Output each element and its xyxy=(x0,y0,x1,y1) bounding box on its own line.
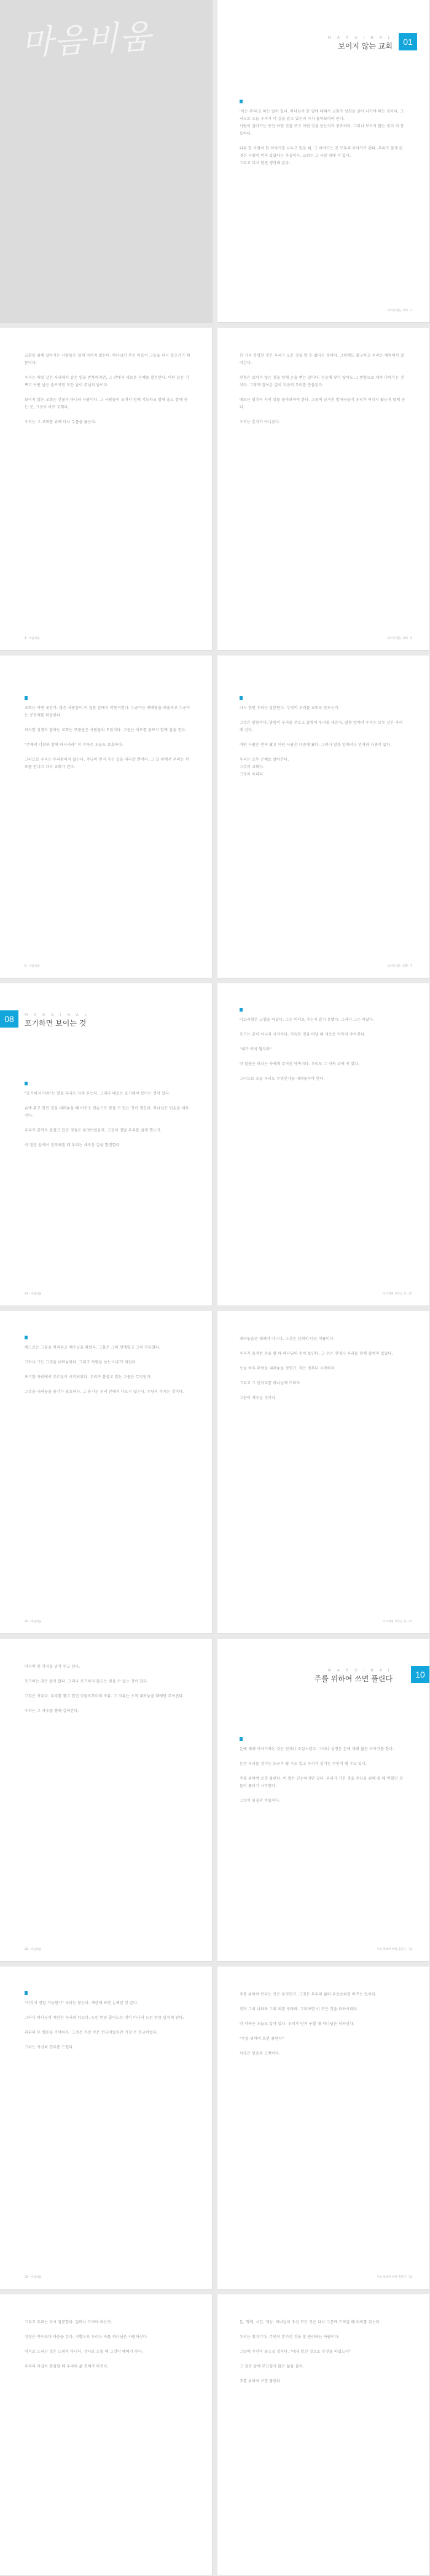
page-p4-right xyxy=(217,983,430,1306)
body-text: 그리고 우리는 다시 질문한다. 얼마나 드려야 하는가. 성경은 액수보다 마음을 본다. 기쁨으로 드리는 자를 하나님은 사랑하신다. 억지로 드리는 것은 드림이 아니다. 감사로 드릴 때 그것이 예배가 된다. 우리의 지갑이 회심할 때 우리의 삶 전체가 바뀐다. xyxy=(25,2320,148,2369)
page-footer: 주를 위하여 쓰면 풀린다 · 31 xyxy=(377,1948,412,1951)
section-mark xyxy=(240,100,243,103)
body-text: 교회는 어떤 곳인가. 많은 사람들이 이 질문 앞에서 머뭇거린다. 누군가는 예배당을 떠올리고 누군가는 공동체를 떠올린다. 하지만 성경이 말하는 교회는 부름받은 사람들의 모임이다. 그들은 서로를 돌보고 함께 짐을 진다. "주께서 너희와 함께 하시리라" 이 약속은 오늘도 유효하다. 그러므로 우리는 두려워하지 않는다. 주님이 먼저 가신 길을 따라갈 뿐이다. 그 길 위에서 우리는 서로를 만나고 다시 교회가 된다. xyxy=(25,706,190,769)
body-text: 돈에 대해 이야기하는 것은 언제나 조심스럽다. 그러나 성경은 돈에 대해 많은 이야기를 한다. 돈은 우리를 섬기는 도구가 될 수도 있고 우리가 섬기는 주인이 될 수도 있다. 주를 위하여 쓰면 풀린다. 이 말은 단순하지만 깊다. 우리가 가진 것을 주님을 위해 쓸 때 막혔던 것들이 풀리기 시작한다. 그것이 물질의 비밀이다. xyxy=(240,1747,403,1803)
page-p5-right xyxy=(217,1311,430,1634)
body-text: 교회를 위해 살아가는 사람들은 쉽게 지치지 않는다. 하나님이 주신 마음이 그들을 다시 일으키기 때문이다. 우리는 매일 같은 자리에서 같은 일을 반복하지만, 그 안에서 새로운 은혜를 발견한다. 어떤 날은 기쁘고 어떤 날은 슬프지만 모든 날이 주님의 날이다. 보이지 않는 교회는 건물이 아니라 사람이다. 그 사람들이 모여서 함께 기도하고 함께 울고 함께 웃는 곳, 그곳이 바로 교회다. 우리는 그 교회를 위해 다시 무릎을 꿇는다. xyxy=(25,354,190,424)
page-p8-left xyxy=(0,2294,213,2576)
section-mark xyxy=(240,1008,243,1012)
section-mark xyxy=(25,1991,28,1995)
page-p7-left xyxy=(0,1967,213,2289)
page-p1-right xyxy=(217,0,430,323)
body-text: "이것이 정말 가능한가" 우리는 묻는다. 계산해 보면 손해인 것 같다. 그러나 하나님의 계산은 우리와 다르다. 드린 만큼 줄어드는 것이 아니라 드린 만큼 넘치게 된다. 과부의 두 렙돈을 기억하자. 그것은 가장 작은 헌금이었지만 가장 큰 헌금이었다. 그녀는 자신의 전부를 드렸다. xyxy=(25,2001,184,2050)
page-footer: 보이지 않는 교회 · 5 xyxy=(387,637,412,640)
body-text: 마지막 한 가지를 남겨 두고 싶다. 포기하는 것은 쉽지 않다. 그러나 포기하지 않고는 얻을 수 없는 것이 있다. 그것은 자유다. 우리를 묶고 있던 것들로부터의 자유. 그 자유는 오직 내려놓을 때에만 주어진다. 우리는 그 자유를 향해 걸어간다. xyxy=(25,1665,184,1713)
chapter-title: 보이지 않는 교회 xyxy=(338,42,393,50)
body-text: 돈, 명예, 시간, 재능. 하나님이 주신 모든 것은 다시 그분께 드려질 때 의미를 갖는다. 우리는 청지기다. 주인이 맡기신 것을 잘 관리하는 사람이다. 그날에 주인이 물으실 것이다. "네게 맡긴 것으로 무엇을 하였느냐" 그 질문 앞에 부끄럽지 않은 삶을 살자. 주를 위하여 쓰면 풀린다. xyxy=(240,2320,381,2384)
body-text: 한 가지 분명한 것은 우리가 모든 것을 알 수 없다는 것이다. 그럼에도 불구하고 우리는 계속해서 걸어간다. 믿음은 보이지 않는 것을 향해 손을 뻗는 일이다. 손끝에 닿지 않아도 그 방향으로 계속 나아가는 것이다. 그렇게 걸어온 길이 지금의 우리를 만들었다. 때로는 멈추어 서서 뒤를 돌아보아야 한다. 그곳에 남겨진 발자국들이 우리가 어디서 왔는지 말해 준다. 우리는 혼자가 아니었다. xyxy=(240,354,405,424)
body-text: "포기하지 마라"는 말을 우리는 자주 듣는다. 그러나 때로는 포기해야 보이는 것이 있다. 손에 쥐고 있던 것을 내려놓을 때 비로소 빈손으로 받을 수 있는 것이 생긴다. 하나님은 빈손을 채우신다. 우리가 끝까지 붙잡고 있던 것들은 무엇이었을까. 그것이 정말 우리를 살게 했는가. 이 질문 앞에서 정직해질 때 우리는 새로운 길을 발견한다. xyxy=(25,1092,189,1147)
chapter-header-2 xyxy=(0,1010,212,1035)
page-footer: 6 · 마음비움 xyxy=(25,965,40,968)
page-footer: 포기하면 보이는 것 · 27 xyxy=(383,1620,412,1623)
page-p4-left xyxy=(0,983,213,1306)
chapter-number-badge: 08 xyxy=(0,1010,18,1028)
section-mark xyxy=(240,1737,243,1741)
section-mark xyxy=(240,696,243,700)
page-footer: 24 · 마음비움 xyxy=(25,1293,42,1296)
page-p5-left xyxy=(0,1311,213,1634)
body-text: 아브라함은 고향을 떠났다. 그는 어디로 가는지 알지 못했다. 그러나 그는 떠났다. 포기는 끝이 아니라 시작이다. 익숙한 것을 떠날 때 새로운 약속이 주어진다. "네가 복이 될지라" 이 말씀은 떠나는 자에게 주어진 약속이다. 우리도 그 약속 위에 서 있다. 그러므로 오늘 우리도 무엇인가를 내려놓아야 한다. xyxy=(240,1018,375,1081)
page-p3-left xyxy=(0,656,213,978)
chapter-title: 주를 위하여 쓰면 풀린다 xyxy=(314,1674,393,1683)
chapter-number-badge: 10 xyxy=(411,1666,429,1683)
chapter-label: M A R G I N A L xyxy=(327,1668,393,1673)
page-p2-right xyxy=(217,328,430,651)
body-text: 주를 위하여 쓴다는 것은 무엇인가. 그것은 우리의 삶의 우선순위를 바꾸는 일이다. 먼저 그의 나라와 그의 의를 구하라. 그리하면 이 모든 것을 더하시리라. 이 약속은 오늘도 살아 있다. 우리가 먼저 구할 때 하나님은 더하신다. "주를 위하여 쓰면 풀린다" 이것은 믿음의 고백이다. xyxy=(240,1992,377,2056)
cover-script-title: 마음비움 xyxy=(20,17,153,63)
page-p8-right xyxy=(217,2294,430,2576)
page-footer: 주를 위하여 쓰면 풀린다 · 33 xyxy=(377,2276,412,2279)
body-text: 다시 한번 우리는 질문한다. 무엇이 우리를 교회로 만드는가. 그것은 말씀이다. 말씀이 우리를 부르고 말씀이 우리를 세운다. 말씀 앞에서 우리는 모두 같은 자리에 선다. 어떤 사람은 먼저 왔고 어떤 사람은 나중에 왔다. 그러나 말씀 앞에서는 먼저와 나중이 없다. 우리는 모두 은혜로 살아간다. 그것이 교회다. 그것이 우리다. xyxy=(240,706,403,777)
page-footer: 보이지 않는 교회 · 7 xyxy=(387,965,412,968)
body-text: 베드로는 그물을 버려두고 예수님을 따랐다. 그물은 그의 생계였고 그의 전부였다. 그러나 그는 그것을 내려놓았다. 그리고 사람을 낚는 어부가 되었다. 포기한 자리에서 부르심이 시작되었다. 우리가 붙잡고 있는 그물은 무엇인가. 그것을 내려놓을 용기가 필요하다. 그 용기는 우리 안에서 나오지 않는다. 주님이 주시는 것이다. xyxy=(25,1345,184,1394)
page-footer: 포기하면 보이는 것 · 25 xyxy=(383,1293,412,1296)
page-footer: 28 · 마음비움 xyxy=(25,1948,42,1951)
chapter-number-badge: 01 xyxy=(399,33,417,50)
section-mark xyxy=(25,1082,28,1085)
chapter-label: M A R G I N A L xyxy=(25,1013,90,1017)
chapter-header-1 xyxy=(217,33,429,58)
page-p2-left xyxy=(0,328,213,651)
page-p6-left xyxy=(0,1639,213,1962)
page-footer: 보이지 않는 교회 · 3 xyxy=(387,309,412,312)
body-text: 내려놓음은 패배가 아니다. 그것은 신뢰의 다른 이름이다. 우리가 움켜쥔 손을 펼 때 하나님의 손이 보인다. 그 손은 언제나 우리를 향해 펼쳐져 있었다. 오늘 하루 무엇을 내려놓을 것인가. 작은 것부터 시작하자. 그리고 그 빈자리를 하나님께 드리자. 그분이 채우실 것이다. xyxy=(240,1337,393,1400)
page-footer: 26 · 마음비움 xyxy=(25,1620,42,1623)
chapter-title: 포기하면 보이는 것 xyxy=(25,1019,87,1028)
section-mark xyxy=(25,1336,28,1339)
page-p6-right xyxy=(217,1639,430,1962)
section-mark xyxy=(25,696,28,700)
chapter-header-3 xyxy=(217,1666,429,1690)
page-p3-right xyxy=(217,656,430,978)
page-p7-right xyxy=(217,1967,430,2289)
page-footer: 4 · 마음비움 xyxy=(25,637,40,640)
cover-page xyxy=(0,0,213,323)
body-text: '이는 주'라고 하는 말이 있다. 하나님이 한 일에 대해서 교회가 성경을 살아 나가야 하는 것이다. 그러므로 오늘 우리가 이 길을 알고 있는지 다시 돌아보아야 한다. 사람이 살아가는 동안 어떤 것을 보고 어떤 것을 듣는지가 중요하다. 그러나 보이지 않는 것이 더 중요하다. 다른 한 사람이 한 이야기를 나누고 있을 때, 그 이야기는 곧 모두의 이야기가 된다. 우리가 알게 된 것은 사랑이 먼저 있었다는 사실이다. 교회는 그 사랑 위에 서 있다. 그리고 다시 한번 생각해 본다. xyxy=(240,109,404,165)
page-footer: 32 · 마음비움 xyxy=(25,2276,42,2279)
chapter-label: M A R G I N A L xyxy=(327,36,393,40)
